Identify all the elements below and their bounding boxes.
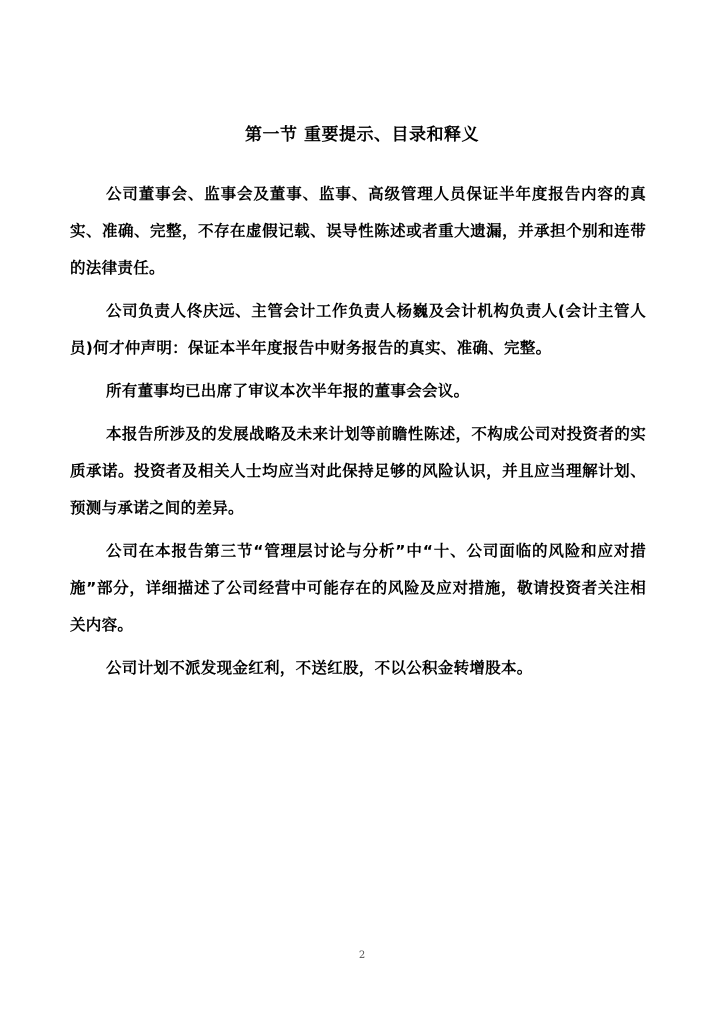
important-notice-body <box>70 176 646 693</box>
paragraph-dividend-plan: 公司计划不派发现金红利，不送红股，不以公积金转增股本。 <box>106 659 533 677</box>
paragraph-risk-notice: 公司在本报告第三节“管理层讨论与分析”中“十、公司面临的风险和应对措施”部分，详细描述了公司经营中可能存在的风险及应对措施，敬请投资者关注相关内容。 <box>70 542 646 634</box>
section-title: 第一节 重要提示、目录和释义 <box>245 125 479 145</box>
paragraph-board-guarantee: 公司董事会、监事会及董事、监事、高级管理人员保证半年度报告内容的真实、准确、完整，不存在虚假记载、误导性陈述或者重大遗漏，并承担个别和连带的法律责任。 <box>70 185 646 277</box>
paragraph-directors-attendance: 所有董事均已出席了审议本次半年报的董事会会议。 <box>106 382 470 400</box>
paragraph-forward-looking-statement: 本报告所涉及的发展战略及未来计划等前瞻性陈述，不构成公司对投资者的实质承诺。投资者及相关人士均应当对此保持足够的风险认识，并且应当理解计划、预测与承诺之间的差异。 <box>70 425 646 517</box>
paragraph-responsible-persons-statement: 公司负责人佟庆远、主管会计工作负责人杨巍及会计机构负责人(会计主管人员)何才仲声明：保证本半年度报告中财务报告的真实、准确、完整。 <box>70 302 646 357</box>
page-number: 2 <box>358 950 366 961</box>
